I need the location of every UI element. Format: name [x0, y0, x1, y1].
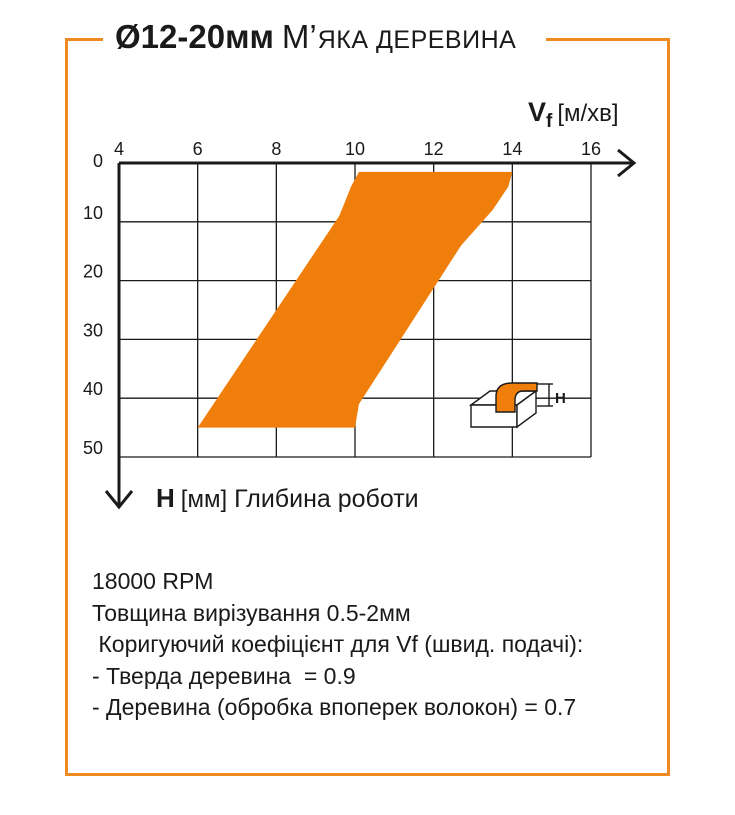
y-tick-label-20: 20	[82, 261, 103, 282]
x-tick-label-4: 4	[113, 139, 125, 159]
y-axis-label-unit: [мм]	[180, 486, 228, 513]
x-axis-label-main: V	[528, 97, 547, 127]
note-hardwood: - Тверда деревина = 0.9	[92, 662, 356, 689]
y-tick-label-0: 0	[92, 151, 103, 171]
y-tick-label-30: 30	[82, 320, 103, 341]
x-tick-label-8: 8	[271, 139, 282, 159]
x-tick-label-16: 16	[580, 139, 602, 159]
y-axis-label-desc: Глибина роботи	[234, 485, 419, 513]
notes-block	[92, 566, 583, 724]
y-axis-label-main: H	[156, 483, 175, 513]
x-tick-label-14: 14	[502, 139, 523, 159]
note-cross-grain: - Деревина (обробка впоперек волокон) = 0.7	[92, 694, 577, 720]
note-cut-thickness: Товщина вирізування 0.5-2мм	[92, 599, 411, 626]
x-axis-label-unit: [м/хв]	[557, 100, 619, 127]
note-correction-heading: Коригуючий коефіцієнт для Vf (швид. подачі):	[92, 631, 584, 657]
y-tick-label-50: 50	[82, 438, 103, 458]
x-tick-label-12: 12	[423, 139, 444, 159]
inset-dimension-label: H	[555, 390, 566, 407]
title-rest: ЯКА ДЕРЕВИНА	[317, 26, 517, 54]
y-tick-label-40: 40	[82, 379, 103, 400]
x-tick-label-6: 6	[192, 139, 203, 159]
title-main: М’	[281, 18, 317, 55]
x-tick-labels	[114, 139, 601, 159]
x-axis-label-sub: f	[546, 111, 553, 132]
y-axis-label	[156, 483, 419, 513]
title-diameter: Ø12-20мм	[115, 18, 274, 55]
y-tick-label-10: 10	[82, 202, 103, 223]
x-axis-label	[528, 97, 619, 132]
workpiece-sketch	[471, 383, 553, 427]
note-rpm: 18000 RPM	[92, 568, 214, 594]
operating-region-area	[198, 172, 513, 428]
y-tick-labels	[83, 151, 103, 458]
x-tick-label-10: 10	[344, 139, 366, 159]
